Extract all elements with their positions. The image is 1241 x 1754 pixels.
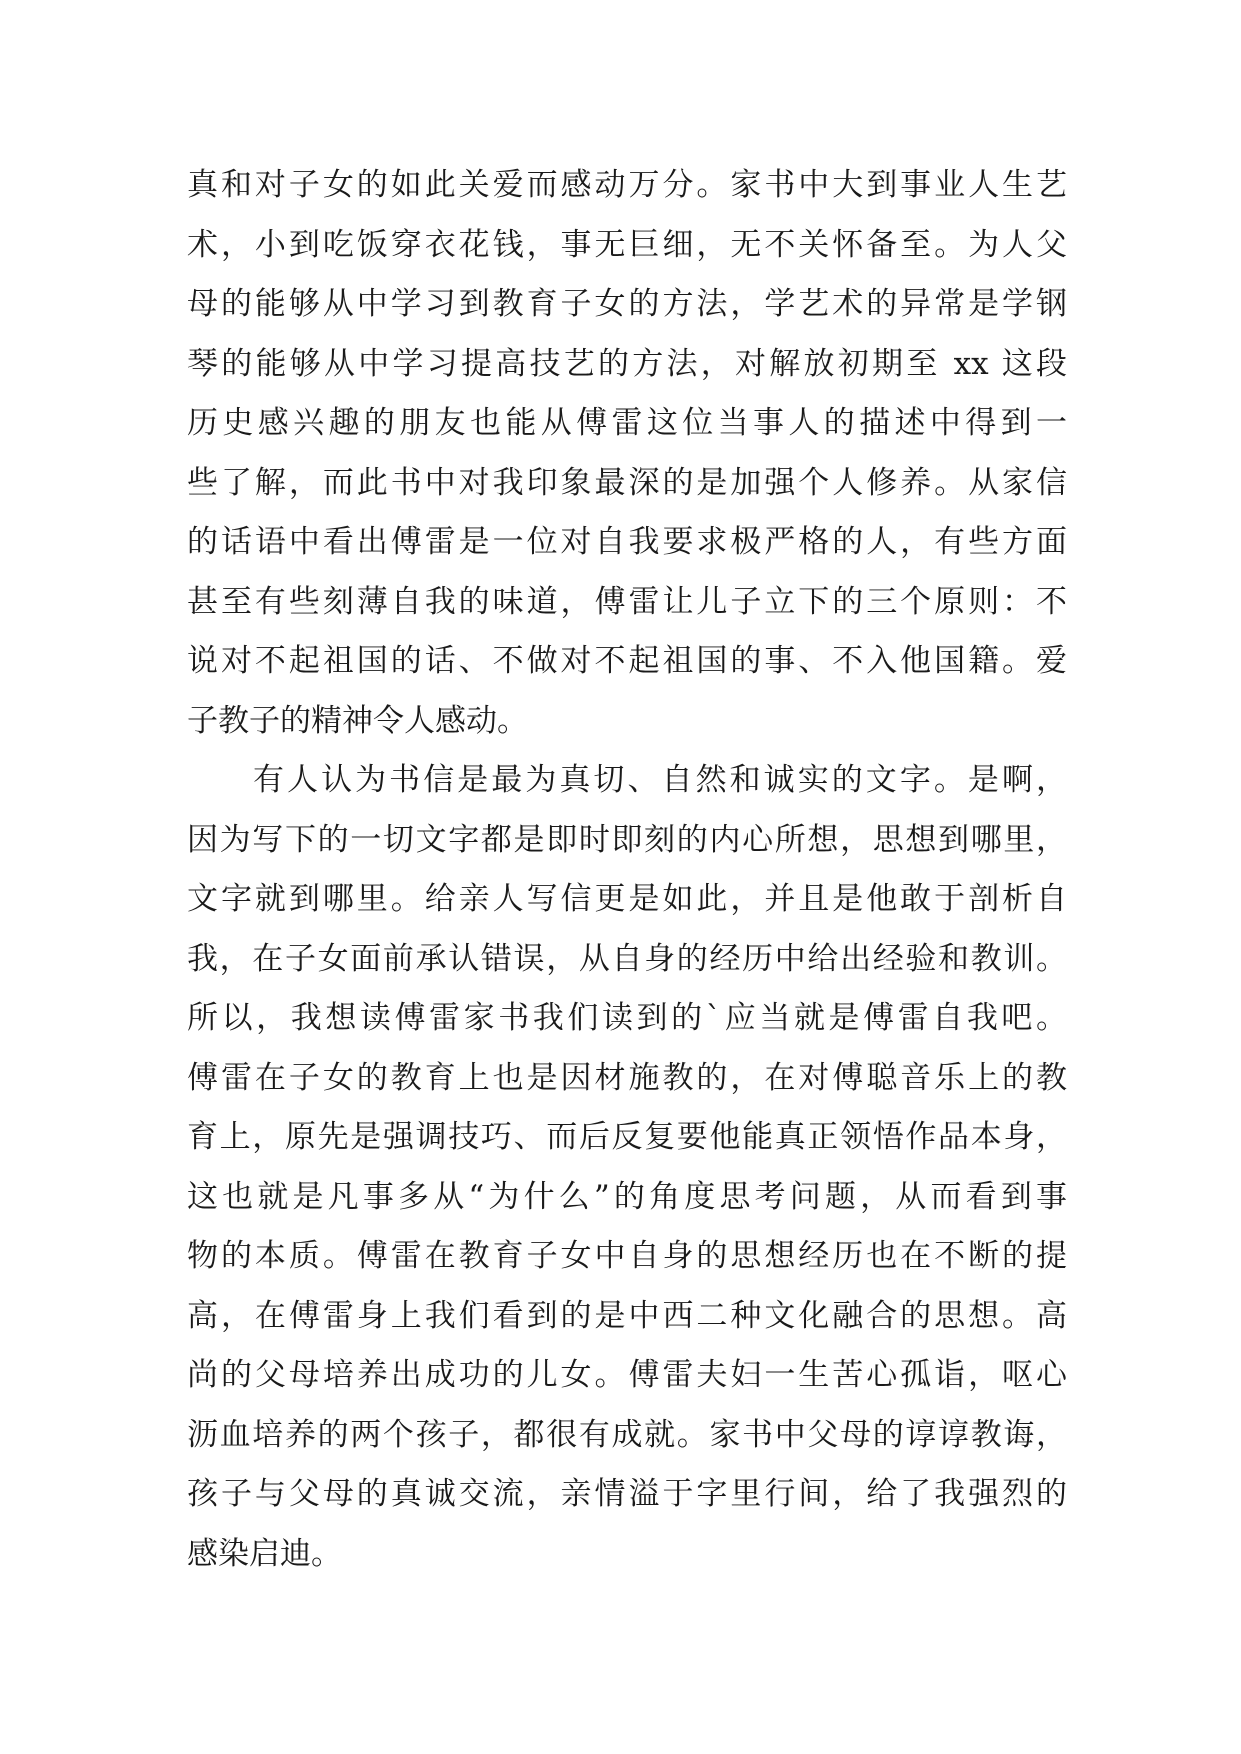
text-line: 傅雷在子女的教育上也是因材施教的，在对傅聪音乐上的教: [187, 1059, 1067, 1096]
text-line: 术，小到吃饭穿衣花钱，事无巨细，无不关怀备至。为人父: [187, 226, 1067, 263]
text-line: 的话语中看出傅雷是一位对自我要求极严格的人，有些方面: [187, 524, 1067, 560]
text-line: 文字就到哪里。给亲人写信更是如此，并且是他敢于剖析自: [187, 881, 1067, 917]
text-line: 育上，原先是强调技巧、而后反复要他能真正领悟作品本身，: [187, 1119, 1067, 1155]
text-line: 感染启迪。: [187, 1535, 342, 1572]
text-line: 母的能够从中学习到教育子女的方法，学艺术的异常是学钢: [187, 286, 1067, 322]
text-line: 真和对子女的如此关爱而感动万分。家书中大到事业人生艺: [187, 167, 1067, 203]
paragraph-1: [187, 156, 1067, 751]
text-line: 物的本质。傅雷在教育子女中自身的思想经历也在不断的提: [187, 1238, 1067, 1274]
text-line: 有人认为书信是最为真切、自然和诚实的文字。是啊，: [253, 762, 1067, 798]
text-line: 尚的父母培养出成功的儿女。傅雷夫妇一生苦心孤诣，呕心: [187, 1357, 1067, 1393]
text-line: 因为写下的一切文字都是即时即刻的内心所想，思想到哪里，: [187, 821, 1067, 858]
text-line: 说对不起祖国的话、不做对不起祖国的事、不入他国籍。爱: [187, 643, 1067, 679]
text-line: 孩子与父母的真诚交流，亲情溢于字里行间，给了我强烈的: [187, 1476, 1067, 1512]
body-text: [187, 156, 1067, 1584]
text-line: 历史感兴趣的朋友也能从傅雷这位当事人的描述中得到一: [187, 405, 1067, 441]
text-line: 所以，我想读傅雷家书我们读到的`应当就是傅雷自我吧。: [187, 1000, 1067, 1036]
text-line: 我，在子女面前承认错误，从自身的经历中给出经验和教训。: [187, 940, 1067, 977]
paragraph-2: [187, 751, 1067, 1584]
text-line: 子教子的精神令人感动。: [187, 702, 528, 739]
text-line: 甚至有些刻薄自我的味道，傅雷让儿子立下的三个原则：不: [187, 583, 1067, 620]
text-line: 沥血培养的两个孩子，都很有成就。家书中父母的谆谆教诲，: [187, 1416, 1067, 1453]
text-line: 这也就是凡事多从“为什么”的角度思考问题，从而看到事: [187, 1178, 1067, 1215]
text-line: 琴的能够从中学习提高技艺的方法，对解放初期至 xx 这段: [187, 345, 1067, 382]
text-line: 些了解，而此书中对我印象最深的是加强个人修养。从家信: [187, 464, 1067, 501]
text-line: 高，在傅雷身上我们看到的是中西二种文化融合的思想。高: [187, 1297, 1067, 1334]
